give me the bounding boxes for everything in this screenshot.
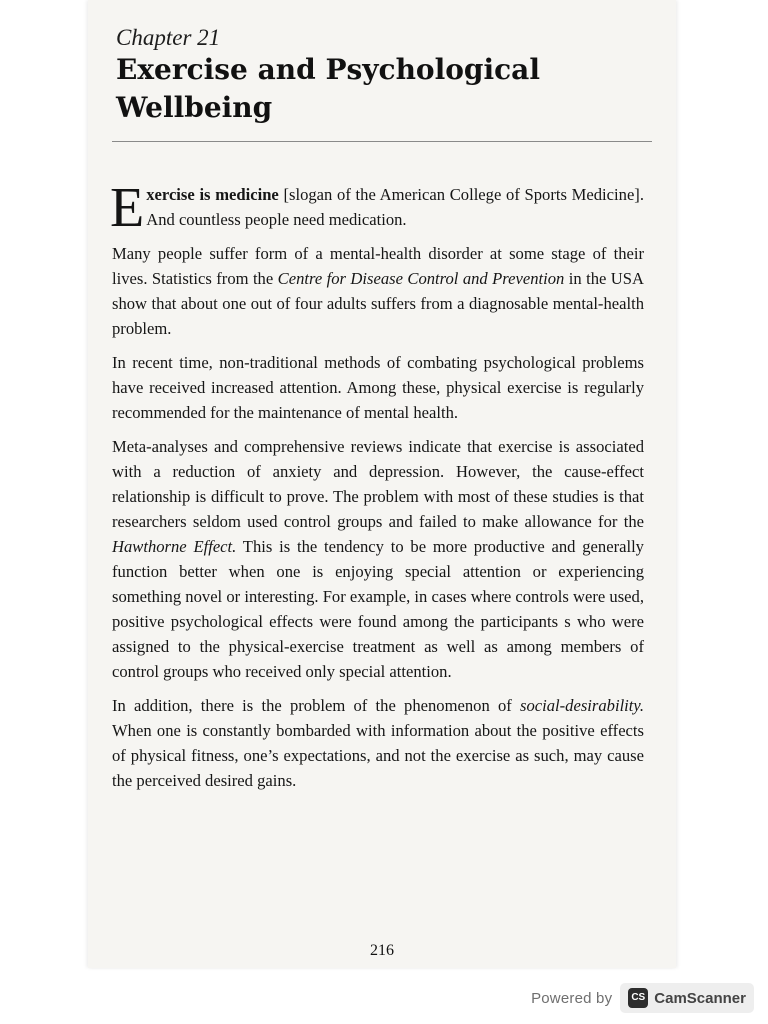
camscanner-logo-icon: CS: [628, 988, 648, 1008]
paragraph-4-text-a: Meta-analyses and comprehensive reviews indicate that exercise is associated with a reduction of anxiety and depression. However, the cause-effect relationship is difficult to prove. The problem with most of these studies is that researchers seldom used control groups and failed to make allowance for the: [112, 437, 644, 531]
camscanner-brand-name: CamScanner: [654, 989, 746, 1007]
drop-cap: E: [110, 177, 145, 239]
title-divider: [112, 141, 652, 142]
paragraph-4-text-b: This is the tendency to be more productive and generally function better when one is enjoying special attention or experiencing something novel or interesting. For example, in cases where controls were used, positive psychological effects were found among the participants s who were assigned to the physical-exercise treatment as well as among members of control groups who received only special attention.: [112, 537, 644, 681]
chapter-title-line1: Exercise and Psychological: [116, 53, 540, 86]
paragraph-3: In recent time, non-traditional methods of combating psychological problems have received increased attention. Among these, physical exercise is regularly recommended for the maintenance of mental health.: [112, 353, 644, 422]
powered-by-label: Powered by: [531, 989, 613, 1007]
paragraph-5: [112, 693, 644, 793]
chapter-title: [116, 51, 644, 127]
paragraph-5-text-a: In addition, there is the problem of the phenomenon of: [112, 696, 521, 715]
paragraph-2-italic: Centre for Disease Control and Prevention: [277, 269, 565, 288]
body-text: [110, 177, 644, 793]
paragraph-4: [112, 434, 644, 684]
paragraph-5-italic: social-desirability.: [520, 696, 644, 715]
page-number: 216: [370, 942, 394, 959]
camscanner-watermark: [531, 983, 754, 1013]
paragraph-2-text-a: Many people suffer form of a mental-health disorder at some stage of their lives. Statistics from the: [112, 244, 644, 288]
book-page: [88, 0, 676, 968]
page-content: [106, 20, 644, 802]
camscanner-badge: [620, 983, 754, 1013]
chapter-label: Chapter 21: [116, 25, 221, 50]
paragraph-1: [110, 177, 644, 239]
paragraph-2-text-b: in the USA show that about one out of four adults suffers from a diagnosable mental-health problem.: [112, 269, 644, 338]
paragraph-2: [112, 241, 644, 341]
paragraph-4-italic: Hawthorne Effect.: [112, 537, 237, 556]
paragraph-1-text: [slogan of the American College of Sports Medicine]. And countless people need medication.: [146, 185, 644, 229]
lead-in-bold: xercise is medicine: [146, 185, 279, 204]
paragraph-5-text-b: When one is constantly bombarded with information about the positive effects of physical fitness, one’s expectations, and not the exercise as such, may cause the perceived desired gains.: [112, 721, 644, 790]
chapter-title-line2: Wellbeing: [116, 91, 273, 124]
